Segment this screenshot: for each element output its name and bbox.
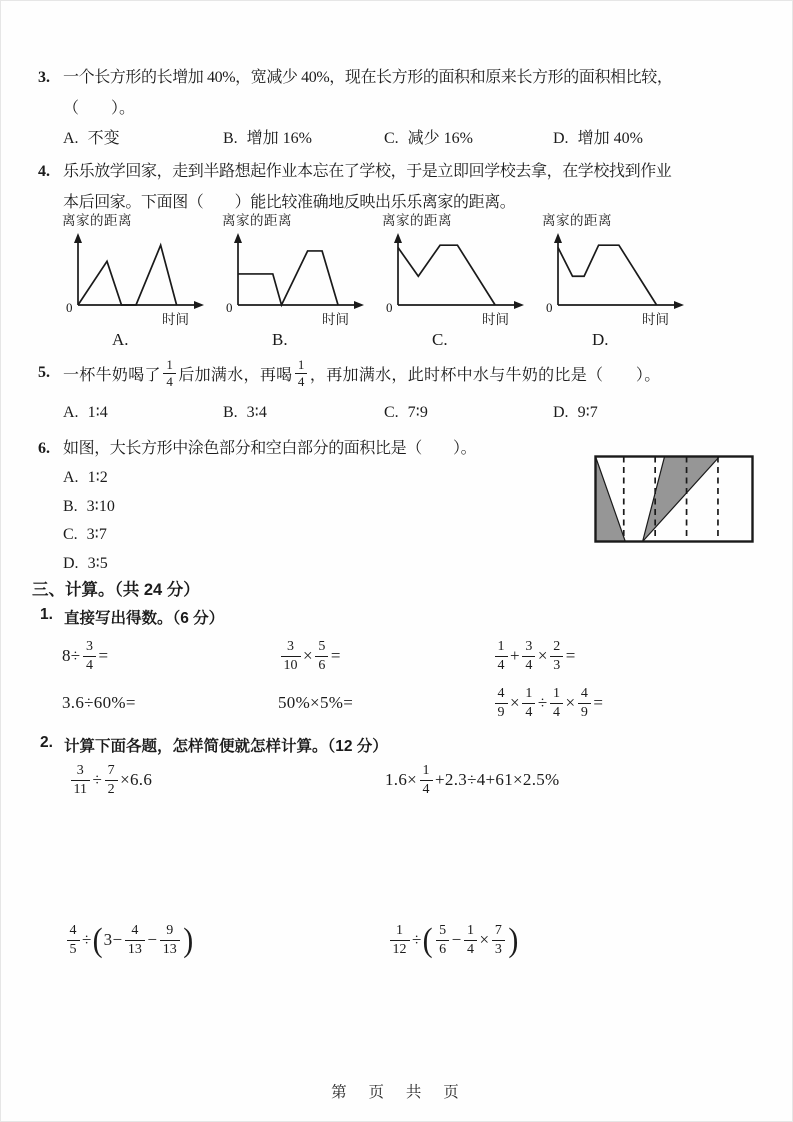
svg-text:0: 0 <box>386 300 393 315</box>
svg-text:时间: 时间 <box>322 312 349 327</box>
question-4-text-line2: 本后回家。下面图（ ）能比较准确地反映出乐乐离家的距离。 <box>63 194 516 211</box>
question-5-options <box>38 398 767 428</box>
option-d: D. 3∶5 <box>63 554 108 572</box>
question-4-graphs <box>62 212 702 350</box>
option-a: A. 1∶4 <box>63 404 108 421</box>
option-c: C. 减少 16% <box>384 130 474 147</box>
graph-d-label: D. <box>592 330 609 349</box>
question-3-text: 一个长方形的长增加 40%，宽减少 40%，现在长方形的面积和原来长方形的面积相比较， <box>63 69 673 86</box>
question-6-number: 6. <box>38 440 50 457</box>
question-5 <box>38 352 767 428</box>
calc2-title: 2. 计算下面各题，怎样简便就怎样计算。（12 分） <box>40 734 388 755</box>
graph-a-label: A. <box>112 330 129 349</box>
graph-d-plot <box>542 229 702 332</box>
svg-text:时间: 时间 <box>482 312 509 327</box>
graph-c-ylabel: 离家的距离 <box>382 213 452 228</box>
page-footer: 第 页 共 页 <box>331 1084 462 1101</box>
question-3 <box>38 62 767 154</box>
question-4-text-line1: 乐乐放学回家，走到半路想起作业本忘在了学校，于是立即回学校去拿，在学校找到作业 <box>63 163 672 180</box>
expr-50pct-times-5pct: 50%×5%= <box>278 693 354 712</box>
graph-b-label: B. <box>272 330 288 349</box>
expr-8-div-3-4: 8÷ $\frac{3}{4}$ = <box>62 639 109 673</box>
option-d: D. 增加 40% <box>553 130 643 147</box>
option-b: B. 增加 16% <box>223 130 313 147</box>
question-5-text: 一杯牛奶喝了 $\frac{1}{4}$ 后加满水，再喝 $\frac{1}{4}$ ，再加满水，此时杯中水与牛奶的比是（ ）。 <box>63 356 661 389</box>
graph-a-ylabel: 离家的距离 <box>62 213 132 228</box>
option-a: A. 不变 <box>63 130 120 147</box>
question-3-number: 3. <box>38 69 50 86</box>
graph-option-d <box>542 212 702 350</box>
graph-option-b <box>222 212 382 350</box>
expr-4-9-chain: $\frac{4}{9}$ × $\frac{1}{4}$ ÷ $\frac{1}{4}$ × $\frac{4}{9}$ = <box>492 683 603 723</box>
option-b: B. 3∶10 <box>63 497 115 515</box>
graph-a-plot <box>62 229 222 332</box>
graph-c-plot <box>382 229 542 332</box>
option-c: C. 7∶9 <box>384 404 428 421</box>
option-d: D. 9∶7 <box>553 404 598 421</box>
option-a: A. 1∶2 <box>63 469 108 486</box>
question-4 <box>38 156 767 218</box>
graph-b-plot <box>222 229 382 332</box>
option-b: B. 3∶4 <box>223 404 267 421</box>
expr-3-6-div-60pct: 3.6÷60%= <box>62 693 136 712</box>
svg-text:0: 0 <box>546 300 553 315</box>
graph-b-ylabel: 离家的距离 <box>222 213 292 228</box>
expr-1-6-mixed: 1.6× $\frac{1}{4}$ +2.3÷4+61×2.5% <box>385 763 560 797</box>
question-6-text: 如图，大长方形中涂色部分和空白部分的面积比是（ ）。 <box>63 440 477 457</box>
question-3-options <box>38 124 767 154</box>
expr-3-10-times-5-6: $\frac{3}{10}$ × $\frac{5}{6}$ = <box>278 636 341 676</box>
expr-3-11-div-7-2: $\frac{3}{11}$ ÷ $\frac{7}{2}$ ×6.6 <box>68 760 152 800</box>
graph-option-c <box>382 212 542 350</box>
graph-d-ylabel: 离家的距离 <box>542 213 612 228</box>
expr-1-12-div-paren: $\frac{1}{12}$ ÷ ( $\frac{5}{6}$ − $\frac{1}{4}$ × $\frac{7}{3}$ ) <box>387 920 519 960</box>
svg-text:时间: 时间 <box>162 312 189 327</box>
question-5-number: 5. <box>38 364 50 381</box>
svg-text:时间: 时间 <box>642 312 669 327</box>
question-6-figure <box>594 455 754 543</box>
calc1-title: 1. 直接写出得数。（6 分） <box>40 606 225 627</box>
question-4-number: 4. <box>38 163 50 180</box>
graph-c-label: C. <box>432 330 448 349</box>
svg-text:0: 0 <box>66 300 73 315</box>
expr-4-5-div-paren: $\frac{4}{5}$ ÷ ( 3− $\frac{4}{13}$ − $\frac{9}{13}$ ) <box>64 920 194 960</box>
svg-text:0: 0 <box>226 300 233 315</box>
expr-1-4-plus-3-4: $\frac{1}{4}$ + $\frac{3}{4}$ × $\frac{2}{3}$ = <box>492 636 576 676</box>
section-3-title: 三、计算。（共 24 分） <box>32 581 200 599</box>
graph-option-a <box>62 212 222 350</box>
option-c: C. 3∶7 <box>63 526 107 543</box>
question-3-blank: （ ）。 <box>63 100 136 117</box>
